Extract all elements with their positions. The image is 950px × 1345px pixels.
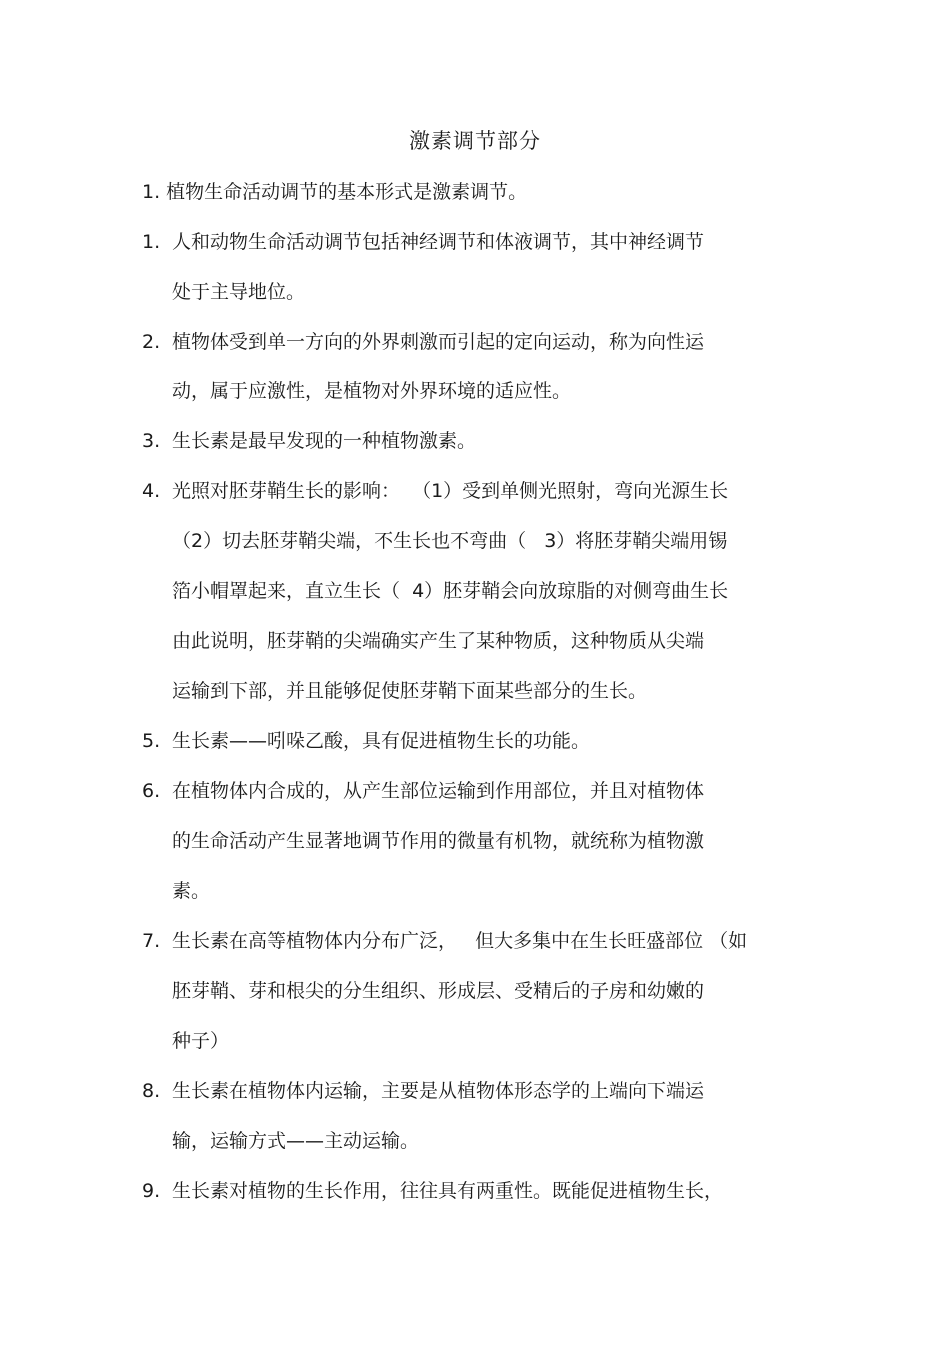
item-number: 4. bbox=[142, 480, 161, 502]
text-line: 生长素对植物的生长作用，往往具有两重性。既能促进植物生长， bbox=[172, 1180, 724, 1202]
item-number: 9. bbox=[142, 1180, 161, 1202]
text-line: 的生命活动产生显著地调节作用的微量有机物，就统称为植物激 bbox=[172, 830, 705, 852]
text-line: 由此说明，胚芽鞘的尖端确实产生了某种物质，这种物质从尖端 bbox=[172, 630, 705, 652]
item-number: 6. bbox=[142, 780, 161, 802]
text-line: 光照对胚芽鞘生长的影响： （1）受到单侧光照射，弯向光源生长 bbox=[172, 480, 729, 502]
text-line: （2）切去胚芽鞘尖端，不生长也不弯曲（ 3）将胚芽鞘尖端用锡 bbox=[172, 530, 728, 552]
text-line: 种子） bbox=[172, 1030, 230, 1052]
text-line: 动，属于应激性，是植物对外界环境的适应性。 bbox=[172, 380, 572, 402]
text-line: 箔小帽罩起来，直立生长（ 4）胚芽鞘会向放琼脂的对侧弯曲生长 bbox=[172, 580, 729, 602]
item-number: 2. bbox=[142, 331, 161, 353]
text-line: 1. 植物生命活动调节的基本形式是激素调节。 bbox=[142, 181, 528, 203]
text-line: 胚芽鞘、芽和根尖的分生组织、形成层、受精后的子房和幼嫩的 bbox=[172, 980, 705, 1002]
text-line: 植物体受到单一方向的外界刺激而引起的定向运动，称为向性运 bbox=[172, 331, 705, 353]
text-line: 生长素在高等植物体内分布广泛， 但大多集中在生长旺盛部位 （如 bbox=[172, 930, 748, 952]
text-line: 在植物体内合成的，从产生部位运输到作用部位，并且对植物体 bbox=[172, 780, 705, 802]
item-number: 5. bbox=[142, 730, 161, 752]
text-line: 处于主导地位。 bbox=[172, 281, 306, 303]
text-line: 生长素在植物体内运输，主要是从植物体形态学的上端向下端运 bbox=[172, 1080, 705, 1102]
page-title: 激素调节部分 bbox=[409, 129, 541, 153]
text-line: 输，运输方式——主动运输。 bbox=[172, 1130, 420, 1152]
item-number: 1. bbox=[142, 231, 161, 253]
text-line: 人和动物生命活动调节包括神经调节和体液调节，其中神经调节 bbox=[172, 231, 705, 253]
text-line: 运输到下部，并且能够促使胚芽鞘下面某些部分的生长。 bbox=[172, 680, 648, 702]
item-number: 3. bbox=[142, 430, 161, 452]
item-number: 8. bbox=[142, 1080, 161, 1102]
text-line: 生长素——吲哚乙酸，具有促进植物生长的功能。 bbox=[172, 730, 591, 752]
text-line: 素。 bbox=[172, 880, 211, 902]
item-number: 7. bbox=[142, 930, 161, 952]
text-line: 生长素是最早发现的一种植物激素。 bbox=[172, 430, 477, 452]
